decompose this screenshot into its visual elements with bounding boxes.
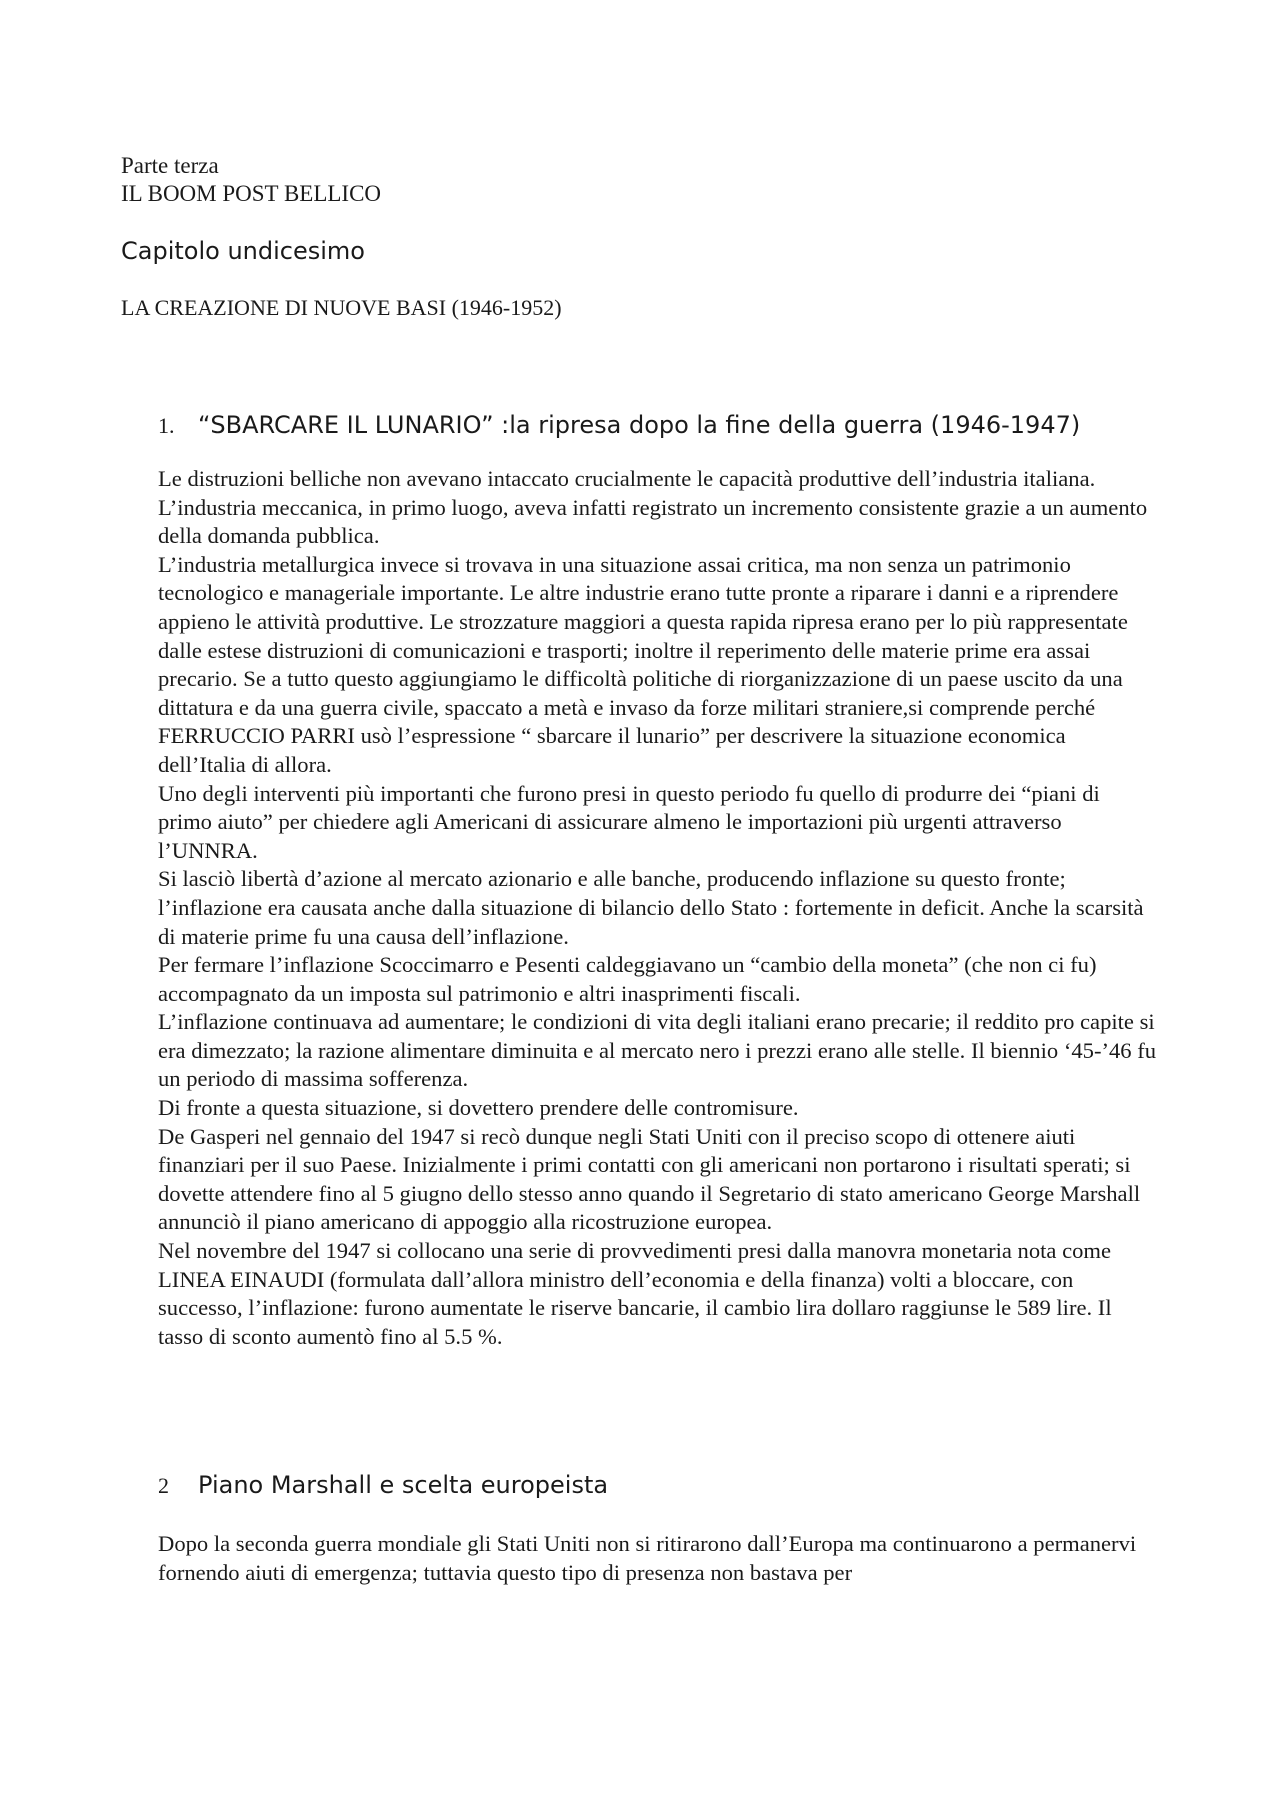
section-number: 2 [158,1473,169,1498]
paragraph: L’industria metallurgica invece si trovava in una situazione assai critica, ma non senza un patrimonio tecnologico e manageriale importante. Le altre industrie erano tutte pronte a riparare i danni e a riprendere appieno le attività produttive. Le strozzature maggiori a questa rapida ripresa erano per lo più rappresentate dalle estese distruzioni di comunicazioni e trasporti; inoltre il reperimento delle materie prime era assai precario. Se a tutto questo aggiungiamo le difficoltà politiche di riorganizzazione di un paese uscito da una dittatura e da una guerra civile, spaccato a metà e invaso da forze militari straniere,si comprende perché FERRUCCIO PARRI usò l’espressione “ sbarcare il lunario” per descrivere la situazione economica dell’Italia di allora. [158,551,1128,777]
chapter-label: Capitolo undicesimo [121,237,365,265]
paragraph: Dopo la seconda guerra mondiale gli Stati Uniti non si ritirarono dall’Europa ma continuarono a permanervi fornendo aiuti di emergenza; tuttavia questo tipo di presenza non bastava per [158,1531,1137,1585]
section-title: “SBARCARE IL LUNARIO” :la ripresa dopo la fine della guerra (1946-1947) [198,411,1081,439]
paragraph: Per fermare l’inflazione Scoccimarro e Pesenti caldeggiavano un “cambio della moneta” (che non ci fu) accompagnato da un imposta sul patrimonio e altri inasprimenti fiscali. [158,952,1097,1006]
paragraph: L’inflazione continuava ad aumentare; le condizioni di vita degli italiani erano precarie; il reddito pro capite si era dimezzato; la razione alimentare diminuita e al mercato nero i prezzi erano alle stelle. Il biennio ‘45-’46 fu un periodo di massima sofferenza. [158,1009,1157,1092]
part-label: Parte terza [121,153,219,178]
document-header [121,152,1121,322]
paragraph: Uno degli interventi più importanti che furono presi in questo periodo fu quello di produrre dei “piani di primo aiuto” per chiedere agli Americani di assicurare almeno le importazioni più urgenti attraverso l’UNNRA. [158,780,1100,863]
section-heading [158,410,1158,440]
paragraph: Nel novembre del 1947 si collocano una serie di provvedimenti presi dalla manovra monetaria nota come LINEA EINAUDI (formulata dall’allora ministro dell’economia e della finanza) volti a bloccare, con successo, l’inflazione: furono aumentate le riserve bancarie, il cambio lira dollaro raggiunse le 589 lire. Il tasso di sconto aumentò fino al 5.5 %. [158,1238,1112,1349]
section-body [158,1530,1158,1587]
section-number: 1. [158,413,175,438]
section-title: Piano Marshall e scelta europeista [198,1471,609,1499]
paragraph: De Gasperi nel gennaio del 1947 si recò dunque negli Stati Uniti con il preciso scopo di ottenere aiuti finanziari per il suo Paese. Inizialmente i primi contatti con gli americani non portarono i risultati sperati; si dovette attendere fino al 5 giugno dello stesso anno quando il Segretario di stato americano George Marshall annunciò il piano americano di appoggio alla ricostruzione europea. [158,1123,1141,1235]
paragraph: Si lasciò libertà d’azione al mercato azionario e alle banche, producendo inflazione su questo fronte; l’inflazione era causata anche dalla situazione di bilancio dello Stato : fortemente in deficit. Anche la scarsità di materie prime fu una causa dell’inflazione. [158,866,1144,949]
chapter-title: LA CREAZIONE DI NUOVE BASI (1946-1952) [121,295,562,320]
section-2 [158,1470,1158,1587]
section-heading [158,1470,1158,1500]
section-body [158,465,1158,1351]
part-title: IL BOOM POST BELLICO [121,181,382,206]
paragraph: Le distruzioni belliche non avevano intaccato crucialmente le capacità produttive dell’industria italiana. [158,466,1096,491]
section-1 [158,410,1158,1351]
paragraph: Di fronte a questa situazione, si dovettero prendere delle contromisure. [158,1095,799,1121]
paragraph: L’industria meccanica, in primo luogo, aveva infatti registrato un incremento consistente grazie a un aumento della domanda pubblica. [158,494,1148,549]
